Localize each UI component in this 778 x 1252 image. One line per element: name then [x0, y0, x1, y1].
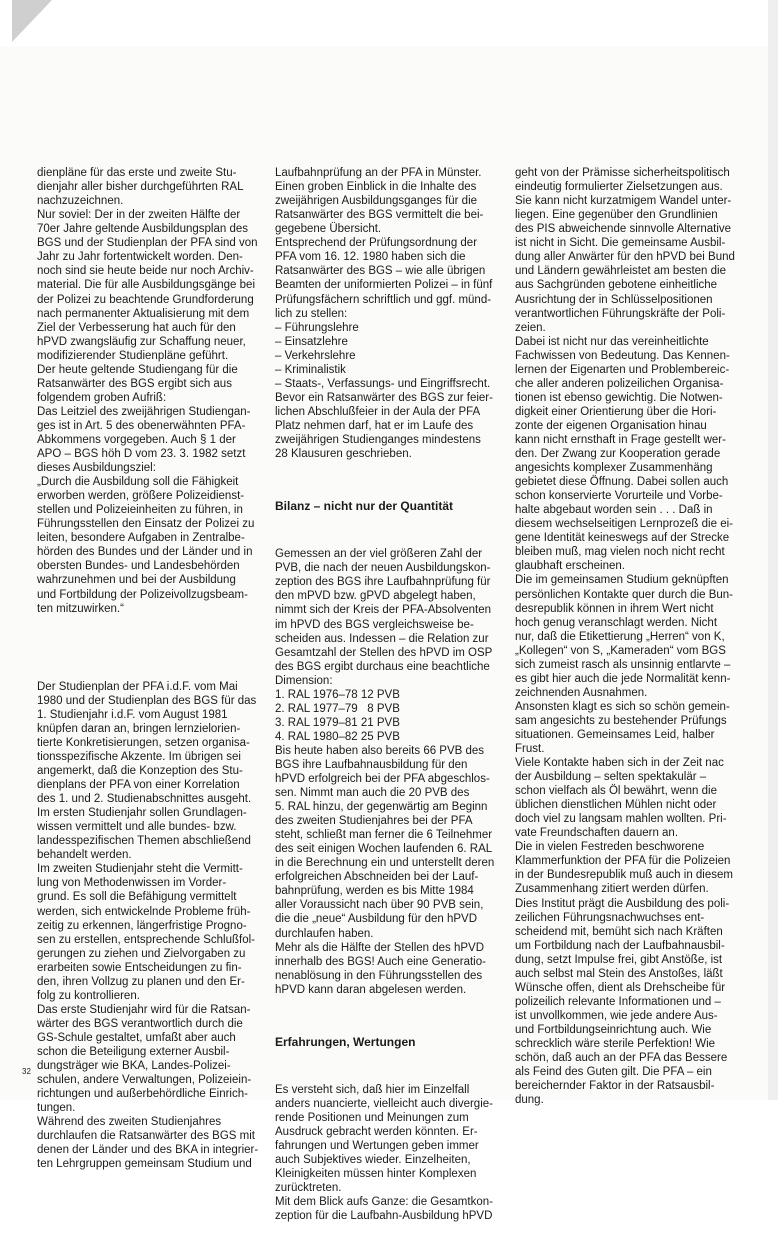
text-column-2	[275, 138, 501, 1252]
paragraph: Es versteht sich, daß hier im Einzelfall anders nuancierte, vielleicht auch divergie- rende Positionen und Meinungen zum Ausdruck gebracht werden könnten. Er- fahrungen und Wertungen geben immer auch Subjektives wieder. Einzelheiten, Kleinigkeiten müssen hinter Komplexen zurücktreten. Mit dem Blick aufs Ganze: die Gesamtkon- zeption für die Laufbahn-Ausbildung hPVD	[275, 1083, 493, 1223]
text-column-1	[37, 138, 262, 1200]
paragraph: Gemessen an der viel größeren Zahl der PVB, die nach der neuen Ausbildungskon- zeption des BGS ihre Laufbahnprüfung für den mPVD bzw. gPVD abgelegt haben, nimmt sich der Kreis der PFA-Absolventen im hPVD des BGS vergleichsweise be- scheiden aus. Indessen – die Relation zur Gesamtzahl der Stellen des hPVD im OSP des BGS ergibt durchaus eine beachtliche Dimension: 1. RAL 1976–78 12 PVB 2. RAL 1977–79 8 PVB 3. RAL 1979–81 21 PVB 4. RAL 1980–82 25 PVB Bis heute haben also bereits 66 PVB des BGS ihre Laufbahnausbildung für den hPVD erfolgreich bei der PFA abgeschlos- sen. Nimmt man auch die 20 PVB des 5. RAL hinzu, der gegenwärtig am Beginn des zweiten Studienjahres bei der PFA steht, schließt man ferner die 6 Teilnehmer des seit einigen Wochen laufenden 6. RAL in die Berechnung ein und unterstellt deren erfolgreichen Abschneiden bei der Lauf- bahnprüfung, werden es bis Mitte 1984 aller Voraussicht nach über 90 PVB sein, die die „neue“ Ausbildung für den hPVD durchlaufen haben. Mehr als die Hälfte der Stellen des hPVD innerhalb des BGS! Auch eine Generatio- nenablösung in den Führungsstellen des hPVD kann daran abgelesen werden.	[275, 548, 495, 996]
page-edge	[768, 0, 778, 1100]
text-column-3	[515, 138, 745, 1135]
paragraph: Der Studienplan der PFA i.d.F. vom Mai 1980 und der Studienplan des BGS für das 1. Studienjahr i.d.F. vom August 1981 knüpfen daran an, bringen lernzielorien- tierte Konkretisierungen, setzen organisa- tionsspezifische Akzente. Im übrigen sei angemerkt, daß die Konzeption des Stu- dienplans der PFA von einer Korrelation des 1. und 2. Studienabschnittes ausgeht. Im ersten Studienjahr sollen Grundlagen- wissen vermittelt und alle bundes- bzw. landesspezifischen Themen abschließend behandelt werden. Im zweiten Studienjahr steht die Vermitt- lung von Methodenwissen im Vorder- grund. Es soll die Befähigung vermittelt werden, sich entwickelnde Probleme früh- zeitig zu erkennen, längerfristige Progno- sen zu erstellen, entsprechende Schlußfol- gerungen zu ziehen und Zielvorgaben zu erarbeiten sowie Entscheidungen zu fin- den, ihren Vollzug zu planen und den Er- folg zu kontrollieren. Das erste Studienjahr wird für die Ratsan- wärter des BGS verantwortlich durch die GS-Schule gestaltet, umfaßt aber auch schon die Beteiligung externer Ausbil- dungsträger wie BKA, Landes-Polizei- schulen, andere Verwaltungen, Polizeiein- richtungen und außerbehördliche Einrich- tungen. Während des zweiten Studienjahres durchlaufen die Ratsanwärter des BGS mit denen der Länder und des BKA in integrier- ten Lehrgruppen gemeinsam Studium und	[37, 680, 259, 1171]
page-top-margin	[0, 0, 778, 46]
page-number: 32	[22, 1067, 31, 1076]
corner-marker	[12, 0, 52, 42]
paragraph: geht von der Prämisse sicherheitspolitisch eindeutig formulierter Zielsetzungen aus. Sie kann nicht kurzatmigem Wandel unter- liegen. Eine gegenüber den Grundlinien des PIS abweichende sinnvolle Alternative ist nicht in Sicht. Die gemeinsame Ausbil- dung aller Anwärter für den hPVD bei Bund und Ländern gewährleistet am besten die aus Sachgründen gebotene einheitliche Ausrichtung der in Schlüsselpositionen verantwortlichen Führungskräfte der Poli- zeien. Dabei ist nicht nur das vereinheitlichte Fachwissen von Bedeutung. Das Kennen- lernen der Eigenarten und Problembereic- che aller anderen polizeilichen Organisa- tionen ist ebenso gewichtig. Die Notwen- digkeit einer Orientierung über die Hori- zonte der eigenen Organisation hinau kann nicht ernsthaft in Frage gestellt wer- den. Der Zwang zur Kooperation gerade angesichts komplexer Zusammenhäng gebietet diese Öffnung. Dabei sollen auch schon konservierte Vorurteile und Vorbe- halte abgebaut worden sein . . . Daß in diesem wechselseitigen Lernprozeß die ei- gene Identität keineswegs auf der Strecke bleiben muß, mag vielen noch nicht recht glaubhaft erscheinen. Die im gemeinsamen Studium geknüpften persönlichen Kontakte quer durch die Bun- desrepublik können in ihrem Wert nicht hoch genug veranschlagt werden. Nicht nur, daß die Etikettierung „Herren“ von K, „Kollegen“ von S, „Kameraden“ vom BGS sich zumeist rasch als unsinnig entlarvte – es gibt hier auch die jede Normalität kenn- zeichnenden Ausnahmen. Ansonsten klagt es sich so schön gemein- sam angesichts zu bestehender Prüfungs situationen. Gemeinsames Leid, halber Frust. Viele Kontakte haben sich in der Zeit nac der Ausbildung – selten spektakulär – schon vielfach als Öl bewährt, wenn die üblichen dienstlichen Mühlen nicht oder doch viel zu langsam mahlen wollten. Pri- vate Freundschaften dauern an. Die in vielen Festreden beschworene Klammerfunktion der PFA für die Polizeien in der Bundesrepublik muß auch in diesem Zusammenhang zitiert werden dürfen. Dies Institut prägt die Ausbildung des poli- zeilichen Führungsnachwuchses ent- scheidend mit, bemüht sich nach Kräften um Fortbildung nach der Laufbahnausbil- dung, setzt Impulse frei, gibt Anstöße, ist auch selbst mal Stein des Anstoßes, läßt Wünsche offen, dient als Drehscheibe für polizeilich relevante Informationen und – ist unvollkommen, wie jede andere Aus- und Fortbildungseinrichtung auch. Wie schrecklich wäre sterile Perfektion! Wie schön, daß auch an der PFA das Bessere als Feind des Guten gilt. Die PFA – ein bereichernder Faktor in der Ratsausbil- dung.	[515, 167, 735, 1107]
section-heading: Erfahrungen, Wertungen	[275, 1034, 416, 1049]
paragraph: dienpläne für das erste und zweite Stu- dienjahr aller bisher durchgeführten RAL nachzuzeichnen. Nur soviel: Der in der zweiten Hälfte der 70er Jahre geltende Ausbildungsplan des BGS und der Studienplan der PFA sind von Jahr zu Jahr fortentwickelt worden. Den- noch sind sie heute beide nur noch Archiv- material. Die für alle Ausbildungsgänge bei der Polizei zu beachtende Grundforderung nach permanenter Aktualisierung mit dem Ziel der Verbesserung hat auch für den hPVD zwangsläufig zur Schaffung neuer, modifizierender Studienpläne geführt. Der heute geltende Studiengang für die Ratsanwärter des BGS ergibt sich aus folgendem groben Aufriß: Das Leitziel des zweijährigen Studiengan- ges ist in Art. 5 des obenerwähnten PFA- Abkommens vorgegeben. Auch § 1 der APO – BGS höh D vom 23. 3. 1982 setzt dieses Ausbildungsziel: „Durch die Ausbildung soll die Fähigkeit erworben werden, größere Polizeidienst- stellen und Polizeieinheiten zu führen, in Führungsstellen den Einsatz der Polizei zu leiten, besondere Aufgaben in Zentralbe- hörden des Bundes und der Länder und in obersten Bundes- und Landesbehörden wahrzunehmen und bei der Ausbildung und Fortbildung der Polizeivollzugsbeam- ten mitzuwirken.“	[37, 167, 258, 615]
paragraph: Laufbahnprüfung an der PFA in Münster. Einen groben Einblick in die Inhalte des zweijährigen Ausbildungsganges für die Ratsanwärter des BGS vermittelt die bei- gegebene Übersicht. Entsprechend der Prüfungsordnung der PFA vom 16. 12. 1980 haben sich die Ratsanwärter des BGS – wie alle übrigen Beamten der uniformierten Polizei – in fünf Prüfungsfächern schriftlich und ggf. münd- lich zu stellen: – Führungslehre – Einsatzlehre – Verkehrslehre – Kriminalistik – Staats-, Verfassungs- und Eingriffsrecht. Bevor ein Ratsanwärter des BGS zur feier- lichen Abschlußfeier in der Aula der PFA Platz nehmen darf, hat er im Laufe des zweijährigen Studienganges mindestens 28 Klausuren geschrieben.	[275, 167, 493, 461]
section-heading: Bilanz – nicht nur der Quantität	[275, 499, 454, 514]
